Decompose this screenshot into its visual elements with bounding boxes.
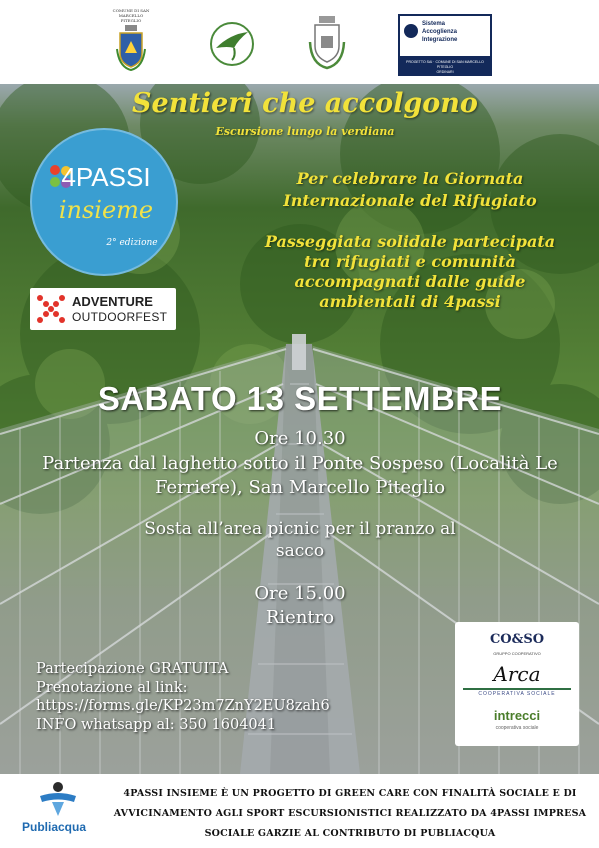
adventure-outdoorfest-logo — [30, 288, 176, 330]
return-label: Rientro — [265, 607, 335, 628]
info-block — [36, 660, 436, 734]
start-time: Ore 10.30 — [254, 428, 346, 449]
badge-word: insieme — [58, 196, 154, 224]
logo-band — [0, 0, 599, 84]
arca-logo: Arca — [493, 662, 541, 686]
comune-label: COMUNE DI SAN MARCELLO PITEGLIO — [112, 8, 150, 23]
celebrate-text: Per celebrare la Giornata Internazionale del Rifugiato — [283, 169, 537, 210]
badge-brand: 4PASSI — [61, 162, 151, 192]
intrecci-sub: cooperativa sociale — [495, 725, 539, 731]
sai-footer-right: COMUNE DI SAN MARCELLO PITEGLIO — [435, 60, 484, 69]
comune-logo — [108, 8, 154, 73]
walk-description: Passeggiata solidale partecipata tra rifugiati e comunità accompagnati dalle guide ambientali di 4passi — [264, 232, 556, 311]
adventure-line-2: OUTDOORFEST — [72, 310, 168, 324]
poster-title: Sentieri che accolgono — [132, 88, 478, 119]
info-booking-label: Prenotazione al link: — [36, 679, 188, 696]
picnic-text: Sosta all’area picnic per il pranzo al sacco — [144, 519, 456, 561]
booking-link[interactable]: https://forms.gle/KP23m7ZnY2EU8zah6 — [36, 698, 330, 714]
return-block — [160, 582, 440, 630]
publiacqua-logo-text: Publiacqua — [22, 820, 87, 834]
footer — [0, 774, 599, 848]
sai-line-1: Sistema — [422, 21, 446, 27]
sai-mark-icon — [402, 22, 420, 40]
start-place: Partenza dal laghetto sotto il Ponte Sospeso (Località Le Ferriere), San Marcello Piteglio — [42, 453, 558, 498]
coso-sub: GRUPPO COOPERATIVO — [493, 651, 541, 656]
return-time: Ore 15.00 — [254, 583, 346, 604]
poster-subtitle: Escursione lungo la verdiana — [215, 125, 395, 138]
partner-logos-box — [455, 622, 579, 746]
coat-of-arms-icon — [113, 23, 149, 73]
crest-icon — [305, 14, 349, 72]
coso-logo: CO&SO — [489, 632, 545, 647]
info-whatsapp: INFO whatsapp al: 350 1604041 — [36, 716, 277, 733]
sai-footer-sub: ORDINARI — [436, 70, 454, 74]
second-coat-logo — [305, 14, 349, 72]
park-bird-logo — [204, 18, 260, 68]
intrecci-logo: intrecci — [493, 708, 541, 723]
sai-line-2: Accoglienza — [422, 29, 458, 35]
footer-note: 4PASSI INSIEME È UN PROGETTO DI GREEN CARE CON FINALITÀ SOCIALE E DI AVVICINAMENTO AGLI SPORT ESCURSIONISTICI REALIZZATO DA 4PASSI IMPRESA SOCIALE GARZIE AL CONTRIBUTO DI PUBLIACQUA — [113, 788, 587, 839]
bird-circle-icon — [204, 18, 260, 68]
info-free: Partecipazione GRATUITA — [36, 661, 229, 677]
sai-logo: Sistema Accoglienza Integrazione PROGETTO SAI · COMUNE DI SAN MARCELLO PITEGLIO ORDINARI — [398, 14, 492, 76]
arca-sub: COOPERATIVA SOCIALE — [463, 688, 571, 697]
badge-edition: 2° edizione — [106, 238, 158, 248]
sai-line-3: Integrazione — [422, 37, 458, 43]
publiacqua-figure-icon — [38, 780, 78, 818]
4passi-badge — [30, 128, 178, 276]
event-date: SABATO 13 SETTEMBRE — [97, 380, 503, 417]
sai-footer-left: PROGETTO SAI — [406, 60, 433, 64]
adventure-line-1: ADVENTURE — [72, 294, 153, 309]
x-dots-icon — [34, 292, 68, 326]
